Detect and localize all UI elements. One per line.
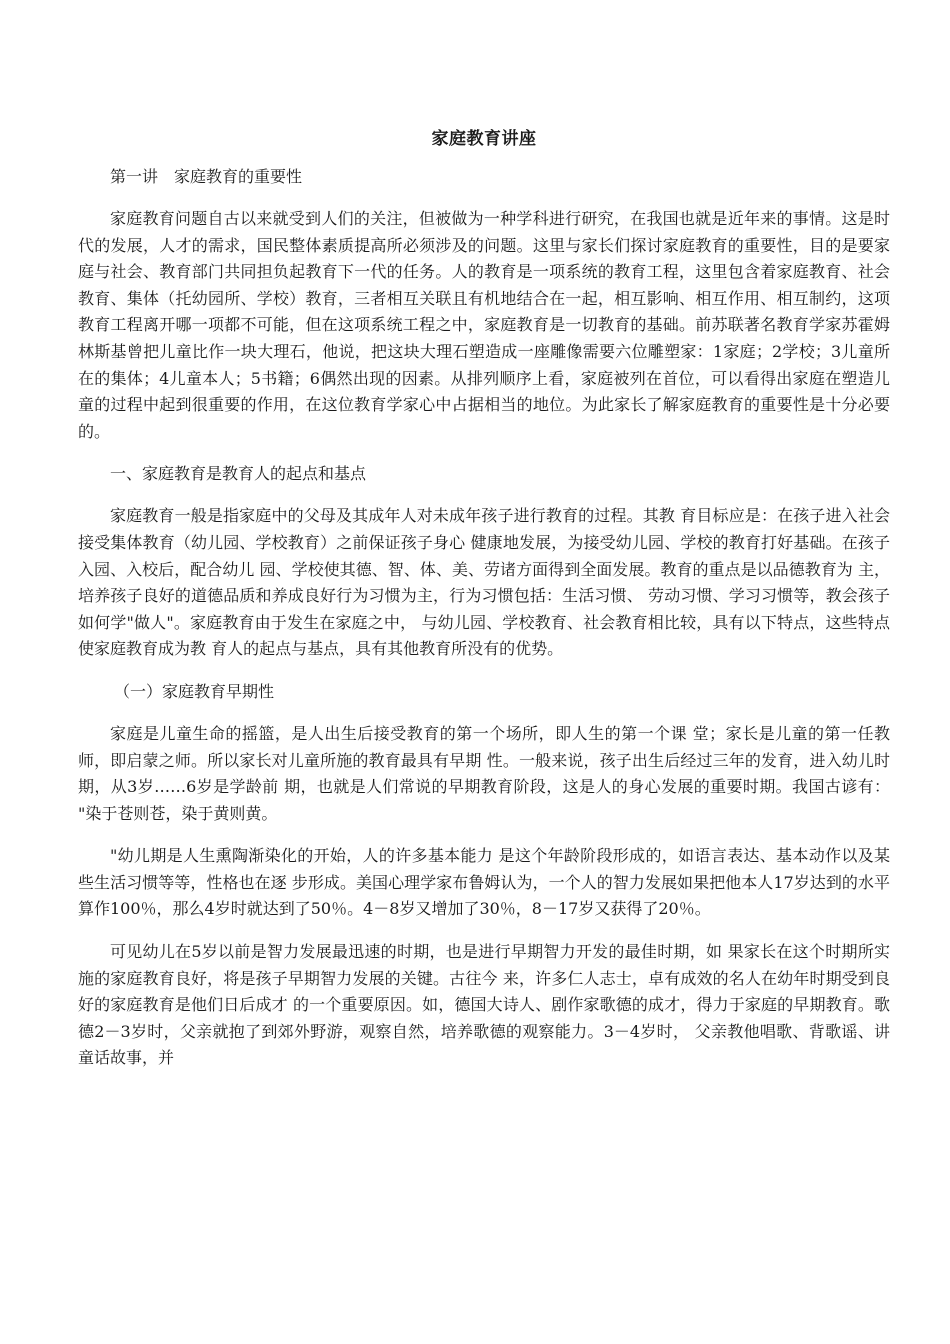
subsection-paragraph-2: "幼儿期是人生熏陶渐染化的开始，人的许多基本能力 是这个年龄阶段形成的，如语言表达、基本动作以及某些生活习惯等等，性格也在逐 步形成。美国心理学家布鲁姆认为，一个人的智力发展如果把他本人17岁达到的水平 算作100％，那么4岁时就达到了50％。4－8岁又增加了30％，8－17岁又获得了20％。	[78, 846, 890, 919]
document-page	[78, 126, 890, 1088]
document-title: 家庭教育讲座	[431, 129, 537, 149]
section-one-paragraph: 家庭教育一般是指家庭中的父母及其成年人对未成年孩子进行教育的过程。其教 育目标应是：在孩子进入社会接受集体教育（幼儿园、学校教育）之前保证孩子身心 健康地发展，为接受幼儿园、学校的教育打好基础。在孩子入园、入校后，配合幼儿 园、学校使其德、智、体、美、劳诸方面得到全面发展。教育的重点是以品德教育为 主，培养孩子良好的道德品质和养成良好行为习惯为主，行为习惯包括：生活习惯、 劳动习惯、学习习惯等，教会孩子如何学"做人"。家庭教育由于发生在家庭之中， 与幼儿园、学校教育、社会教育相比较，具有以下特点，这些特点使家庭教育成为教 育人的起点与基点，具有其他教育所没有的优势。	[78, 506, 890, 659]
subsection-heading: （一）家庭教育早期性	[114, 681, 275, 701]
subsection-paragraph-3: 可见幼儿在5岁以前是智力发展最迅速的时期，也是进行早期智力开发的最佳时期，如 果家长在这个时期所实施的家庭教育良好，将是孩子早期智力发展的关键。古往今 来，许多仁人志士，卓有成效的名人在幼年时期受到良好的家庭教育是他们日后成才 的一个重要原因。如，德国大诗人、剧作家歌德的成才，得力于家庭的早期教育。歌 德2－3岁时，父亲就抱了到郊外野游，观察自然，培养歌德的观察能力。3－4岁时， 父亲教他唱歌、背歌谣、讲童话故事，并	[78, 942, 890, 1068]
intro-paragraph: 家庭教育问题自古以来就受到人们的关注，但被做为一种学科进行研究，在我国也就是近年来的事情。这是时代的发展，人才的需求，国民整体素质提高所必须涉及的问题。这里与家长们探讨家庭教育的重要性，目的是要家庭与社会、教育部门共同担负起教育下一代的任务。人的教育是一项系统的教育工程，这里包含着家庭教育、社会教育、集体（托幼园所、学校）教育，三者相互关联且有机地结合在一起，相互影响、相互作用、相互制约，这项教育工程离开哪一项都不可能，但在这项系统工程之中，家庭教育是一切教育的基础。前苏联著名教育学家苏霍姆林斯基曾把儿童比作一块大理石，他说，把这块大理石塑造成一座雕像需要六位雕塑家：1家庭；2学校；3儿童所在的集体；4儿童本人；5书籍；6偶然出现的因素。从排列顺序上看，家庭被列在首位，可以看得出家庭在塑造儿童的过程中起到很重要的作用，在这位教育学家心中占据相当的地位。为此家长了解家庭教育的重要性是十分必要的。	[78, 209, 890, 441]
section-one-heading: 一、家庭教育是教育人的起点和基点	[110, 464, 367, 484]
lecture-heading: 第一讲 家庭教育的重要性	[110, 167, 303, 186]
subsection-paragraph-1: 家庭是儿童生命的摇篮，是人出生后接受教育的第一个场所，即人生的第一个课 堂；家长是儿童的第一任教师，即启蒙之师。所以家长对儿童所施的教育最具有早期 性。一般来说，孩子出生后经过三年的发育，进入幼儿时期，从3岁……6岁是学龄前 期，也就是人们常说的早期教育阶段，这是人的身心发展的重要时期。我国古谚有： "染于苍则苍，染于黄则黄。	[78, 723, 890, 823]
